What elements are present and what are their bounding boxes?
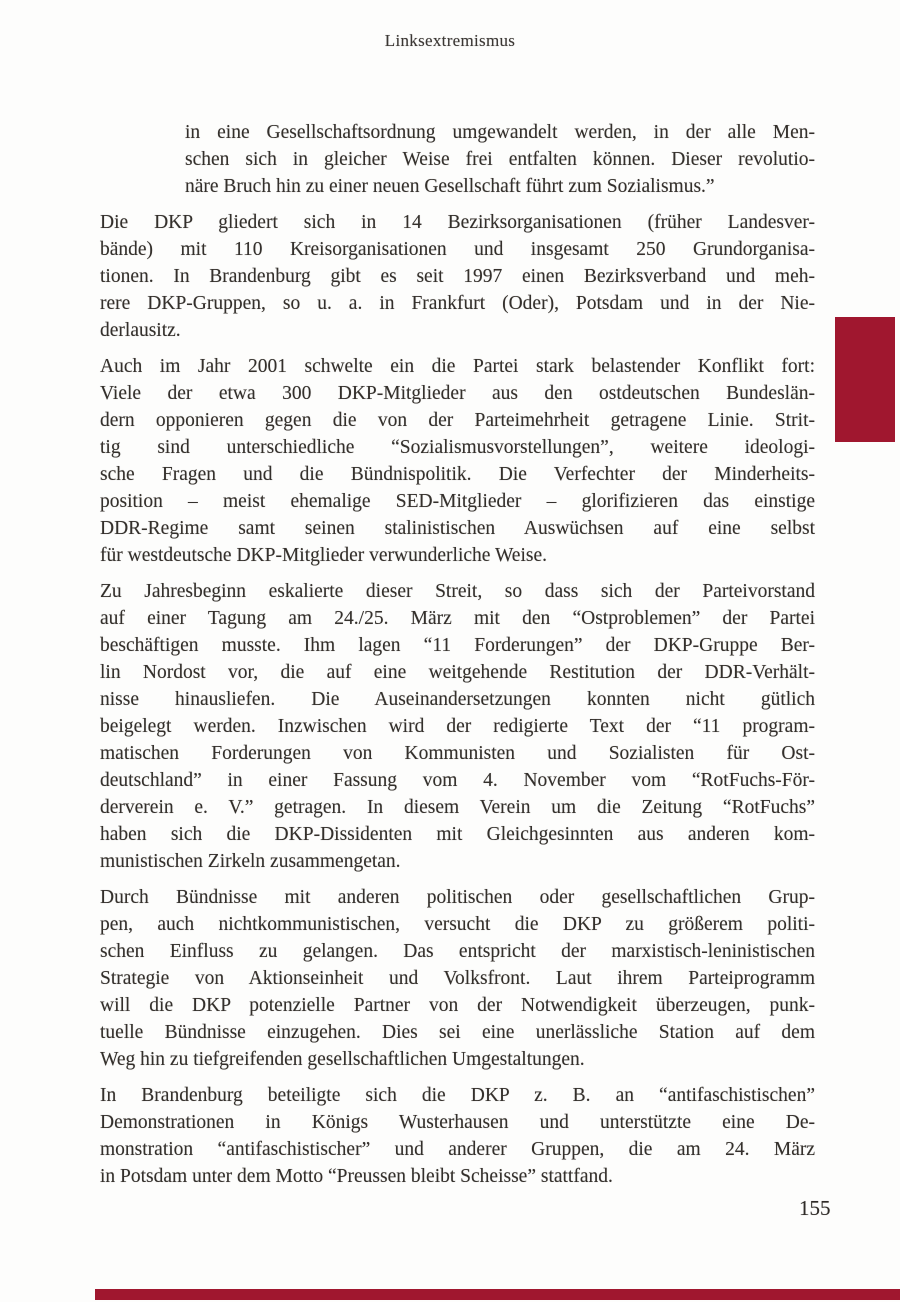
- page-number: 155: [799, 1196, 831, 1220]
- text-line: tig sind unterschiedliche “Sozialismusvorstellungen”, weitere ideologi-: [100, 437, 815, 458]
- body-paragraph: [100, 1082, 815, 1190]
- side-accent-tab: [835, 317, 895, 442]
- page-header-title: Linksextremismus: [384, 31, 516, 50]
- text-line: derlausitz.: [100, 320, 181, 341]
- text-line: In Brandenburg beteiligte sich die DKP z. B. an “antifaschistischen”: [100, 1085, 815, 1106]
- text-line: nisse hinausliefen. Die Auseinandersetzungen konnten nicht gütlich: [100, 689, 815, 710]
- text-line: schen Einfluss zu gelangen. Das entspricht der marxistisch-leninistischen: [100, 941, 815, 962]
- text-line: rere DKP-Gruppen, so u. a. in Frankfurt (Oder), Potsdam und in der Nie-: [100, 293, 815, 314]
- text-line: Weg hin zu tiefgreifenden gesellschaftlichen Umgestaltungen.: [100, 1049, 585, 1070]
- text-line: schen sich in gleicher Weise frei entfalten können. Dieser revolutio-: [185, 149, 815, 170]
- text-line: dern opponieren gegen die von der Parteimehrheit getragene Linie. Strit-: [100, 410, 815, 431]
- text-line: Durch Bündnisse mit anderen politischen oder gesellschaftlichen Grup-: [100, 887, 815, 908]
- text-line: Strategie von Aktionseinheit und Volksfront. Laut ihrem Parteiprogramm: [100, 968, 815, 989]
- text-line: Demonstrationen in Königs Wusterhausen und unterstützte eine De-: [100, 1112, 815, 1133]
- text-line: matischen Forderungen von Kommunisten und Sozialisten für Ost-: [100, 743, 815, 764]
- text-line: tuelle Bündnisse einzugehen. Dies sei eine unerlässliche Station auf dem: [100, 1022, 815, 1043]
- body-paragraph: [100, 884, 815, 1073]
- text-line: bände) mit 110 Kreisorganisationen und insgesamt 250 Grundorganisa-: [100, 239, 815, 260]
- text-line: deutschland” in einer Fassung vom 4. November vom “RotFuchs-För-: [100, 770, 815, 791]
- text-line: Zu Jahresbeginn eskalierte dieser Streit, so dass sich der Parteivorstand: [100, 581, 815, 602]
- text-line: auf einer Tagung am 24./25. März mit den “Ostproblemen” der Partei: [100, 608, 815, 629]
- text-line: will die DKP potenzielle Partner von der Notwendigkeit überzeugen, punk-: [100, 995, 815, 1016]
- text-line: lin Nordost vor, die auf eine weitgehende Restitution der DDR-Verhält-: [100, 662, 815, 683]
- text-line: sche Fragen und die Bündnispolitik. Die Verfechter der Minderheits-: [100, 464, 815, 485]
- text-line: DDR-Regime samt seinen stalinistischen Auswüchsen auf eine selbst: [100, 518, 815, 539]
- text-line: Viele der etwa 300 DKP-Mitglieder aus den ostdeutschen Bundeslän-: [100, 383, 815, 404]
- page-content: [100, 119, 815, 1199]
- text-line: in eine Gesellschaftsordnung umgewandelt werden, in der alle Men-: [185, 122, 815, 143]
- text-line: beigelegt werden. Inzwischen wird der redigierte Text der “11 program-: [100, 716, 815, 737]
- text-line: position – meist ehemalige SED-Mitglieder – glorifizieren das einstige: [100, 491, 815, 512]
- text-line: für westdeutsche DKP-Mitglieder verwunderliche Weise.: [100, 545, 547, 566]
- text-line: Die DKP gliedert sich in 14 Bezirksorganisationen (früher Landesver-: [100, 212, 815, 233]
- text-line: derverein e. V.” getragen. In diesem Verein um die Zeitung “RotFuchs”: [100, 797, 815, 818]
- quote-block: [185, 119, 815, 200]
- text-line: beschäftigen musste. Ihm lagen “11 Forderungen” der DKP-Gruppe Ber-: [100, 635, 815, 656]
- text-line: monstration “antifaschistischer” und anderer Gruppen, die am 24. März: [100, 1139, 815, 1160]
- body-paragraph: [100, 353, 815, 569]
- text-line: Auch im Jahr 2001 schwelte ein die Partei stark belastender Konflikt fort:: [100, 356, 815, 377]
- body-paragraph: [100, 578, 815, 875]
- body-paragraph: [100, 209, 815, 344]
- text-line: tionen. In Brandenburg gibt es seit 1997 einen Bezirksverband und meh-: [100, 266, 815, 287]
- text-line: haben sich die DKP-Dissidenten mit Gleichgesinnten aus anderen kom-: [100, 824, 815, 845]
- bottom-accent-bar: [95, 1289, 900, 1300]
- text-line: näre Bruch hin zu einer neuen Gesellschaft führt zum Sozialismus.”: [185, 176, 715, 197]
- text-line: munistischen Zirkeln zusammengetan.: [100, 851, 401, 872]
- text-line: in Potsdam unter dem Motto “Preussen bleibt Scheisse” stattfand.: [100, 1166, 613, 1187]
- text-line: pen, auch nichtkommunistischen, versucht die DKP zu größerem politi-: [100, 914, 815, 935]
